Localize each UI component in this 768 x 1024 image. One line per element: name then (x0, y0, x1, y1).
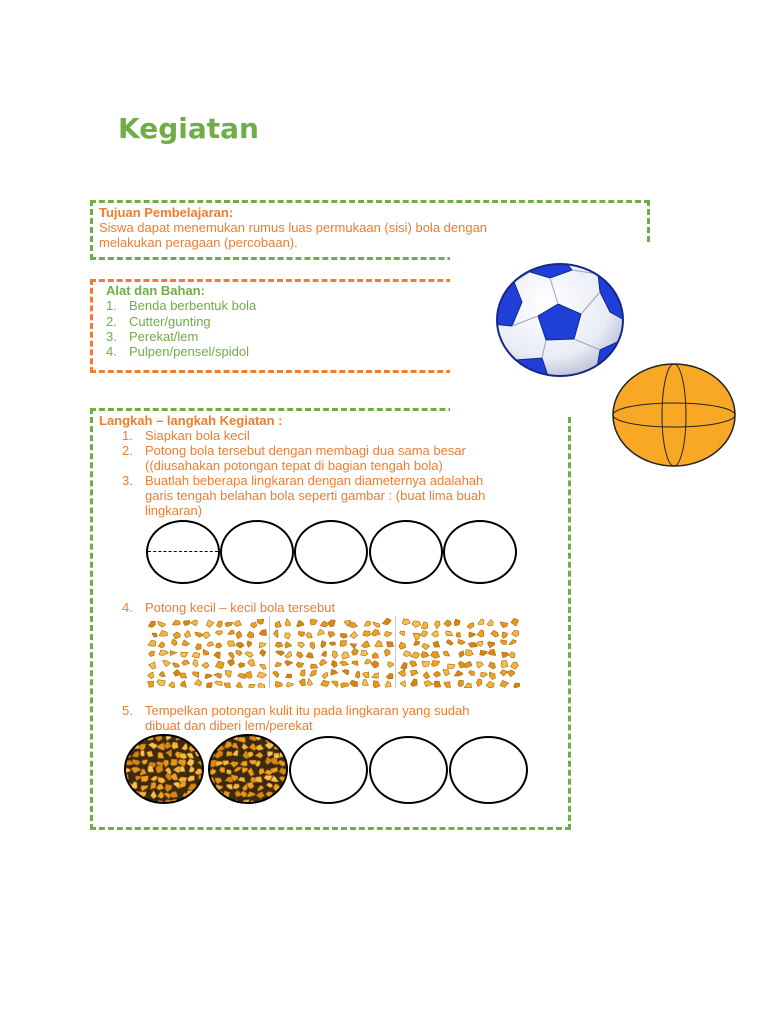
step-3-text-line-2: garis tengah belahan bola seperti gambar : (buat lima buah (145, 488, 486, 503)
step-4-text: Potong kecil – kecil bola tersebut (145, 600, 336, 615)
tools-item: Cutter/gunting (129, 314, 211, 329)
step-number: 4. (122, 600, 133, 615)
filled-circle (207, 733, 289, 805)
tools-materials-list (106, 298, 406, 362)
filled-circle (123, 733, 205, 805)
diameter-circle (146, 520, 220, 584)
step-5-text-line-2: dibuat dan diberi lem/perekat (145, 718, 313, 733)
empty-circle (449, 736, 528, 804)
tools-materials-heading: Alat dan Bahan: (106, 283, 205, 298)
empty-circle (369, 520, 443, 584)
tools-item-number: 4. (106, 344, 117, 359)
step-5-text-line-1: Tempelkan potongan kulit itu pada lingkaran yang sudah (145, 703, 470, 718)
step-3-text-line-3: lingkaran) (145, 503, 203, 518)
tools-item-number: 1. (106, 298, 117, 313)
empty-circle (443, 520, 517, 584)
empty-circle (220, 520, 294, 584)
empty-circle (294, 520, 368, 584)
step-1-text: Siapkan bola kecil (145, 428, 250, 443)
activity-steps-heading: Langkah – langkah Kegiatan : (99, 413, 283, 428)
tools-item: Pulpen/pensel/spidol (129, 344, 249, 359)
step-2-text-line-2: ((diusahakan potongan tepat di bagian tengah bola) (145, 458, 443, 473)
tools-item-number: 2. (106, 314, 117, 329)
learning-objective-line-1: Siswa dapat menemukan rumus luas permukaan (sisi) bola dengan (99, 220, 488, 235)
learning-objective-heading: Tujuan Pembelajaran: (99, 205, 234, 220)
tools-item: Perekat/lem (129, 329, 199, 344)
peel-pieces-image (270, 614, 394, 688)
step-3-text-line-1: Buatlah beberapa lingkaran dengan diameternya adalahah (145, 473, 484, 488)
learning-objective-line-2: melakukan peragaan (percobaan). (99, 235, 298, 250)
sphere-diagram (608, 360, 740, 470)
step-2-text-line-1: Potong bola tersebut dengan membagi dua sama besar (145, 443, 466, 458)
diameter-dashed-line (148, 551, 218, 552)
peel-pieces-image (144, 614, 268, 688)
step-number: 3. (122, 473, 133, 488)
empty-circle (289, 736, 368, 804)
step-number: 1. (122, 428, 133, 443)
step-number: 2. (122, 443, 133, 458)
tools-item-number: 3. (106, 329, 117, 344)
tools-item: Benda berbentuk bola (129, 298, 257, 313)
step-number: 5. (122, 703, 133, 718)
peel-pieces-image (396, 614, 520, 688)
empty-circle (369, 736, 448, 804)
page-title: Kegiatan (118, 112, 259, 145)
